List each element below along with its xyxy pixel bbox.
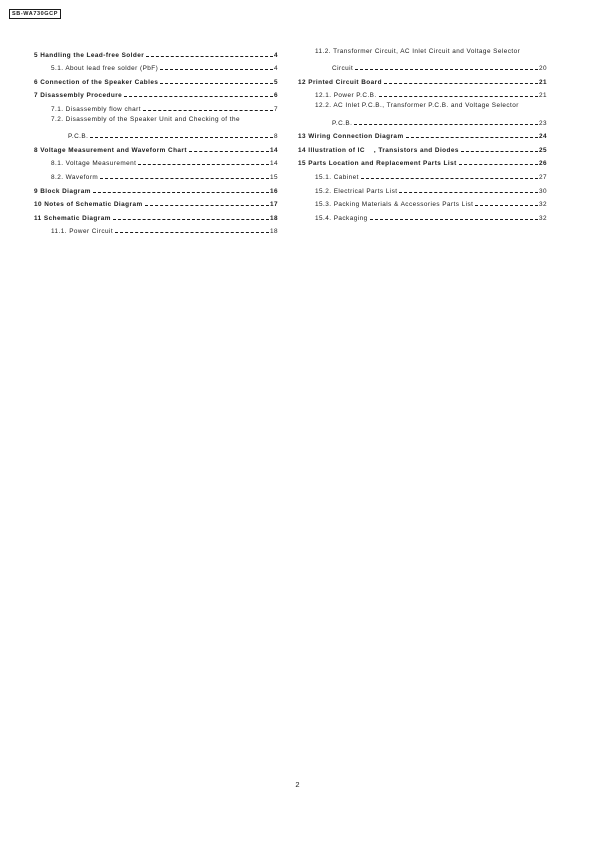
- toc-entry-page: 21: [538, 78, 547, 86]
- dot-leader: [113, 219, 269, 220]
- toc-entry-power-circuit[interactable]: [34, 222, 278, 236]
- toc-entry-page: 32: [538, 214, 547, 222]
- dot-leader: [90, 137, 273, 138]
- dot-leader: [370, 219, 538, 220]
- toc-entry-handling-lead-free-solder[interactable]: [34, 45, 278, 59]
- toc-entry-page: 23: [538, 119, 547, 127]
- dot-leader: [399, 192, 538, 193]
- toc-entry-title: 6 Connection of the Speaker Cables: [34, 78, 159, 86]
- toc-entry-title: 14 Illustration of IC , Transistors and Diodes: [298, 146, 459, 154]
- toc-entry-title: 8 Voltage Measurement and Waveform Chart: [34, 146, 187, 154]
- toc-entry-printed-circuit-board[interactable]: [298, 72, 547, 86]
- dot-leader: [138, 164, 269, 165]
- toc-entry-title: 8.2. Waveform: [51, 173, 99, 181]
- toc-entry-title: 7 Disassembly Procedure: [34, 92, 123, 100]
- toc-entry-page: 15: [269, 173, 278, 181]
- dot-leader: [146, 56, 273, 57]
- dot-leader: [160, 83, 273, 84]
- dot-leader: [100, 178, 269, 179]
- toc-entry-title: 15.2. Electrical Parts List: [315, 187, 398, 195]
- dot-leader: [459, 164, 538, 165]
- toc-entry-title: 10 Notes of Schematic Diagram: [34, 201, 143, 209]
- toc-entry-page: 5: [273, 78, 278, 86]
- toc-entry-title: 7.2. Disassembly of the Speaker Unit and Checking of the: [51, 115, 240, 123]
- toc-entry-page: 17: [269, 201, 278, 209]
- dot-leader: [143, 110, 273, 111]
- toc-entry-page: 16: [269, 187, 278, 195]
- toc-entry-title: 8.1. Voltage Measurement: [51, 160, 137, 168]
- dot-leader: [461, 151, 538, 152]
- toc-entry-page: 4: [273, 51, 278, 59]
- page-number: 2: [295, 780, 300, 789]
- toc-entry-page: 32: [538, 201, 547, 209]
- dot-leader: [475, 205, 538, 206]
- toc-right-column: [298, 45, 547, 222]
- toc-entry-title: 15 Parts Location and Replacement Parts List: [298, 160, 457, 168]
- toc-entry-page: 25: [538, 146, 547, 154]
- toc-entry-title: 15.4. Packaging: [315, 214, 368, 222]
- toc-entry-disassembly-speaker-unit[interactable]: [34, 113, 278, 140]
- toc-entry-title: 11 Schematic Diagram: [34, 214, 111, 222]
- toc-entry-notes-schematic[interactable]: [34, 195, 278, 209]
- toc-entry-parts-location[interactable]: [298, 154, 547, 168]
- toc-entry-title: 13 Wiring Connection Diagram: [298, 133, 404, 141]
- dot-leader: [124, 96, 273, 97]
- toc-entry-page: 27: [538, 173, 547, 181]
- toc-entry-title: 9 Block Diagram: [34, 187, 91, 195]
- toc-entry-waveform[interactable]: [34, 167, 278, 181]
- dot-leader: [406, 137, 538, 138]
- toc-entry-packing-materials[interactable]: [298, 195, 547, 209]
- toc-entry-about-lead-free-solder[interactable]: [34, 59, 278, 73]
- toc-entry-packaging[interactable]: [298, 208, 547, 222]
- toc-entry-title: 15.1. Cabinet: [315, 173, 359, 181]
- toc-entry-block-diagram[interactable]: [34, 181, 278, 195]
- toc-entry-page: 14: [269, 146, 278, 154]
- dot-leader: [93, 192, 269, 193]
- dot-leader: [115, 232, 269, 233]
- dot-leader: [145, 205, 269, 206]
- dot-leader: [355, 69, 538, 70]
- toc-entry-title: 12.2. AC Inlet P.C.B., Transformer P.C.B. and Voltage Selector: [315, 102, 519, 110]
- toc-entry-page: 7: [273, 105, 278, 113]
- toc-entry-title: 12 Printed Circuit Board: [298, 78, 382, 86]
- toc-entry-title-continued: P.C.B.: [332, 119, 353, 127]
- toc-entry-page: 18: [269, 228, 278, 236]
- toc-entry-voltage-measurement[interactable]: [34, 154, 278, 168]
- toc-entry-page: 4: [273, 65, 278, 73]
- toc-entry-title: 7.1. Disassembly flow chart: [51, 105, 141, 113]
- dot-leader: [361, 178, 538, 179]
- toc-entry-title: 11.2. Transformer Circuit, AC Inlet Circuit and Voltage Selector: [315, 48, 521, 55]
- toc-entry-disassembly-procedure[interactable]: [34, 86, 278, 100]
- toc-entry-page: 21: [538, 92, 547, 100]
- model-number-label: SB-WA730GCP: [9, 9, 61, 19]
- toc-entry-speaker-cables[interactable]: [34, 72, 278, 86]
- toc-entry-page: 20: [538, 65, 547, 73]
- toc-entry-disassembly-flow-chart[interactable]: [34, 99, 278, 113]
- dot-leader: [189, 151, 269, 152]
- toc-left-column: [34, 45, 278, 235]
- toc-entry-page: 26: [538, 160, 547, 168]
- dot-leader: [379, 96, 538, 97]
- toc-entry-illustration-ic[interactable]: [298, 140, 547, 154]
- toc-entry-schematic-diagram[interactable]: [34, 208, 278, 222]
- toc-entry-title: 5 Handling the Lead-free Solder: [34, 51, 145, 59]
- toc-entry-page: 30: [538, 187, 547, 195]
- toc-entry-transformer-circuit[interactable]: [298, 45, 547, 72]
- toc-entry-title: 5.1. About lead free solder (PbF): [51, 65, 159, 73]
- toc-entry-page: 18: [269, 214, 278, 222]
- toc-entry-title: 15.3. Packing Materials & Accessories Parts List: [315, 201, 474, 209]
- toc-entry-title-continued: Circuit: [332, 65, 354, 73]
- toc-entry-page: 6: [273, 92, 278, 100]
- dot-leader: [160, 69, 273, 70]
- toc-entry-voltage-waveform-chart[interactable]: [34, 140, 278, 154]
- toc-entry-cabinet[interactable]: [298, 167, 547, 181]
- toc-entry-page: 24: [538, 133, 547, 141]
- toc-entry-wiring-connection[interactable]: [298, 127, 547, 141]
- toc-entry-power-pcb[interactable]: [298, 86, 547, 100]
- toc-entry-title: 12.1. Power P.C.B.: [315, 92, 377, 100]
- toc-entry-title-continued: P.C.B.: [68, 133, 89, 141]
- toc-entry-page: 8: [273, 133, 278, 141]
- toc-entry-page: 14: [269, 160, 278, 168]
- dot-leader: [384, 83, 538, 84]
- dot-leader: [354, 124, 538, 125]
- toc-entry-title: 11.1. Power Circuit: [51, 228, 114, 236]
- toc-entry-ac-inlet-pcb[interactable]: [298, 99, 547, 126]
- toc-entry-electrical-parts[interactable]: [298, 181, 547, 195]
